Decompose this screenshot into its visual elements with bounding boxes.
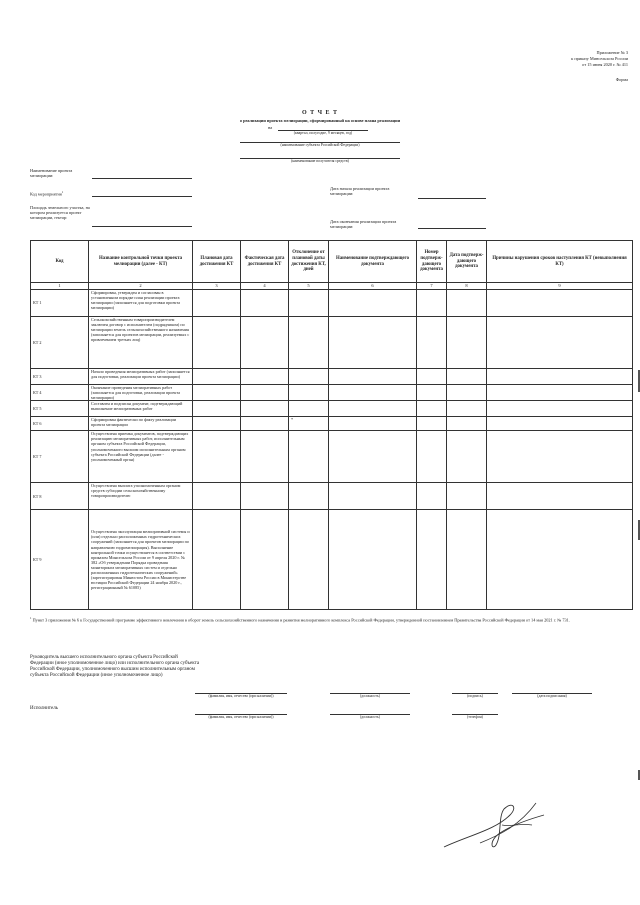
cell-doc-date[interactable] (447, 417, 487, 431)
table-row (31, 290, 633, 317)
footnote (30, 616, 632, 623)
kt-name: Осуществлена приемка документов, подтверждающих реализацию мелиоративных работ, исполнительным органом субъекта Российской Федерации, уполномоченного высшим исполнительным органом субъекта Российской Федерации (далее - уполномоченный орган) (89, 431, 193, 483)
cell-deviation[interactable] (289, 290, 329, 317)
kt-name: Сельскохозяйственным товаропроизводителем заключен договор с исполнителем (подрядчиком) по мелиорации земель сельскохозяйственного назначения (заполняется для проектов мелиорации, реализуемых с привлечением третьих лиц) (89, 317, 193, 369)
kt-code: КТ 9 (31, 510, 89, 610)
col-number: 9 (487, 283, 633, 290)
table-row (31, 483, 633, 510)
cell-doc-name[interactable] (329, 431, 417, 483)
cell-deviation[interactable] (289, 401, 329, 417)
cell-plan-date[interactable] (193, 385, 241, 401)
cell-reason[interactable] (487, 417, 633, 431)
cell-doc-number[interactable] (417, 290, 447, 317)
kt-name: Сформирован, утвержден и согласован в установленном порядке план реализации проекта мелиорации (заполняется для подготовки проекта мелиорации) (89, 290, 193, 317)
col-header: Наименование подтверждающего документа (329, 241, 417, 283)
executor-fio-caption: (фамилия, имя, отчество (при наличии)) (208, 715, 274, 719)
cell-doc-number[interactable] (417, 385, 447, 401)
cell-doc-date[interactable] (447, 431, 487, 483)
cell-fact-date[interactable] (241, 369, 289, 385)
cell-doc-date[interactable] (447, 317, 487, 369)
col-number: 1 (31, 283, 89, 290)
table-row (31, 401, 633, 417)
cell-doc-number[interactable] (417, 417, 447, 431)
table-header-row (31, 241, 633, 283)
cell-fact-date[interactable] (241, 385, 289, 401)
cell-doc-number[interactable] (417, 401, 447, 417)
cell-fact-date[interactable] (241, 317, 289, 369)
cell-plan-date[interactable] (193, 401, 241, 417)
kt-code: КТ 5 (31, 401, 89, 417)
cell-deviation[interactable] (289, 483, 329, 510)
cell-doc-date[interactable] (447, 483, 487, 510)
executor-position-caption: (должность) (360, 715, 380, 719)
table-row (31, 317, 633, 369)
cell-plan-date[interactable] (193, 483, 241, 510)
kt-code: КТ 2 (31, 317, 89, 369)
kt-code: КТ 8 (31, 483, 89, 510)
cell-fact-date[interactable] (241, 401, 289, 417)
cell-reason[interactable] (487, 369, 633, 385)
cell-reason[interactable] (487, 483, 633, 510)
col-header: Код (31, 241, 89, 283)
project-name-field[interactable] (92, 178, 192, 179)
table-row (31, 417, 633, 431)
project-name-label: Наименование проекта мелиорации: (30, 168, 73, 179)
col-header: Плановая дата достижения КТ (193, 241, 241, 283)
col-header: Название контрольной точки проекта мелиорации (далее - КТ) (89, 241, 193, 283)
cell-doc-name[interactable] (329, 290, 417, 317)
event-code-label (30, 190, 63, 197)
cell-doc-date[interactable] (447, 510, 487, 610)
cell-doc-name[interactable] (329, 401, 417, 417)
executor-label: Исполнитель (30, 706, 58, 711)
col-header: Фактическая дата достижения КТ (241, 241, 289, 283)
cell-doc-name[interactable] (329, 417, 417, 431)
order-reference: к приказу Минсельхоза России (571, 56, 628, 61)
col-number: 6 (329, 283, 417, 290)
cell-deviation[interactable] (289, 431, 329, 483)
cell-fact-date[interactable] (241, 510, 289, 610)
col-header: Номер подтверж-дающего документа (417, 241, 447, 283)
end-date-field[interactable] (418, 228, 486, 229)
cell-fact-date[interactable] (241, 290, 289, 317)
kt-code: КТ 1 (31, 290, 89, 317)
cell-doc-number[interactable] (417, 317, 447, 369)
cell-reason[interactable] (487, 401, 633, 417)
event-code-footnote-ref: 1 (61, 190, 64, 194)
cell-doc-name[interactable] (329, 510, 417, 610)
kt-name: Сформирован фактически по факту реализации проекта мелиорации (89, 417, 193, 431)
col-number: 8 (447, 283, 487, 290)
recipient-caption: (наименование получателя средств) (291, 159, 349, 163)
head-fio-caption: (фамилия, имя, отчество (при наличии)) (208, 694, 274, 698)
report-title: О Т Ч Е Т (301, 110, 339, 116)
kt-code: КТ 3 (31, 369, 89, 385)
cell-deviation[interactable]: * (289, 417, 329, 431)
kt-name: Начало проведения мелиоративных работ (заполняется для подготовки, реализации проекта мелиорации) (89, 369, 193, 385)
cell-doc-number[interactable] (417, 483, 447, 510)
cell-doc-name[interactable] (329, 483, 417, 510)
table-row (31, 385, 633, 401)
table-row (31, 431, 633, 483)
appendix-number: Приложение № 3 (596, 50, 628, 55)
kt-name: Осуществлена эксплуатация мелиоративной системы и (или) отдельно расположенных гидротехнических сооружений (заполняется для проектов мелиорации по направлению гидромелиорация). Выполнение контрольной точки осуществляется в соответствии с приказом Минсельхоза России от 9 апреля 2020 г. № 382 «Об утверждении Порядка проведения мониторинга мелиоративных систем и отдельно расположенных гидротехнических сооружений» (зарегистрирован Минюстом России в Министерстве юстиции Российской Федерации 24 ноября 2020 г., регистрационный № 61085) (89, 510, 193, 610)
cell-doc-date[interactable] (447, 369, 487, 385)
end-date-label: Дата окончания реализации проекта мелиорации: (330, 219, 397, 230)
order-date: от 15 июня 2020 г. № 411 (582, 62, 628, 67)
cell-fact-date[interactable] (241, 431, 289, 483)
event-code-field[interactable] (92, 196, 192, 197)
cell-doc-date[interactable] (447, 401, 487, 417)
cell-reason[interactable] (487, 431, 633, 483)
cell-deviation[interactable] (289, 385, 329, 401)
cell-plan-date[interactable] (193, 290, 241, 317)
cell-plan-date[interactable] (193, 369, 241, 385)
control-points-table (30, 240, 633, 610)
col-number: 4 (241, 283, 289, 290)
cell-reason[interactable] (487, 317, 633, 369)
area-label: Площадь земельного участка, на котором реализуется проект мелиорации, гектар: (30, 205, 90, 221)
executor-phone-caption: (телефон) (467, 715, 483, 719)
cell-plan-date[interactable] (193, 417, 241, 431)
region-caption: (наименование субъекта Российской Федерации) (280, 143, 360, 147)
cell-doc-number[interactable] (417, 510, 447, 610)
cell-doc-number[interactable] (417, 369, 447, 385)
start-date-field[interactable] (418, 198, 486, 199)
form-label: Форма (615, 77, 628, 82)
col-number: 5 (289, 283, 329, 290)
column-number-row (31, 283, 633, 290)
cell-fact-date[interactable] (241, 483, 289, 510)
table-row (31, 510, 633, 610)
cell-reason[interactable] (487, 385, 633, 401)
head-signature-caption: (подпись) (467, 694, 483, 698)
cell-deviation[interactable] (289, 510, 329, 610)
col-number: 3 (193, 283, 241, 290)
col-header: Дата подтверж-дающего документа (447, 241, 487, 283)
cell-doc-name[interactable] (329, 385, 417, 401)
col-number: 7 (417, 283, 447, 290)
col-header: Отклонение от плановой даты достижения КТ, дней (289, 241, 329, 283)
cell-doc-number[interactable] (417, 431, 447, 483)
head-position-caption: (должность) (360, 694, 380, 698)
cell-reason[interactable] (487, 290, 633, 317)
kt-name: Составлен и подписан документ, подтверждающий выполнение мелиоративных работ (89, 401, 193, 417)
kt-code: КТ 4 (31, 385, 89, 401)
cell-plan-date[interactable] (193, 431, 241, 483)
kt-name: Осуществлена выплата уполномоченным органом средств субсидии сельскохозяйственному товаропроизводителю (89, 483, 193, 510)
cell-deviation[interactable] (289, 369, 329, 385)
col-header: Причины нарушения сроков наступления КТ (невыполнения КТ) (487, 241, 633, 283)
footnote-number: 1 (30, 616, 32, 620)
start-date-label: Дата начала реализации проекта мелиорации: (330, 186, 390, 197)
event-code-text: Код мероприятия (30, 191, 62, 197)
cell-doc-date[interactable] (447, 290, 487, 317)
period-prefix: на (268, 125, 273, 130)
report-subtitle: о реализации проекта мелиорации, сформированный на основе плана реализации (239, 118, 401, 123)
head-date-caption: (дата подписания) (537, 694, 567, 698)
kt-code: КТ 7 (31, 431, 89, 483)
col-number: 2 (89, 283, 193, 290)
cell-plan-date[interactable] (193, 510, 241, 610)
cell-reason[interactable] (487, 510, 633, 610)
kt-name: Окончание проведения мелиоративных работ (заполняется для подготовки, реализации проекта мелиорации) (89, 385, 193, 401)
cell-plan-date[interactable] (193, 317, 241, 369)
table-row (31, 369, 633, 385)
head-signatory-label: Руководитель высшего исполнительного органа субъекта Российской Федерации (иное уполномоченное лицо) или исполнительного органа субъекта Российской Федерации, уполномоченного высшим исполнительным органом субъекта Российской Федерации (иное уполномоченное лицо) (30, 655, 200, 678)
cell-doc-name[interactable] (329, 369, 417, 385)
footnote-text: Пункт 3 приложения № 6 к Государственной программе эффективного вовлечения в оборот земель сельскохозяйственного назначения и развития мелиоративного комплекса Российской Федерации, утвержденной постановлением Правительства Российской Федерации от 14 мая 2021 г. № 731. (32, 617, 570, 623)
area-field[interactable] (92, 226, 192, 227)
handwritten-signature-icon (440, 795, 550, 855)
period-caption: (квартал, полугодие, 9 месяцев, год) (293, 131, 353, 135)
cell-doc-date[interactable] (447, 385, 487, 401)
kt-code: КТ 6 (31, 417, 89, 431)
cell-fact-date[interactable] (241, 417, 289, 431)
cell-deviation[interactable] (289, 317, 329, 369)
cell-doc-name[interactable] (329, 317, 417, 369)
